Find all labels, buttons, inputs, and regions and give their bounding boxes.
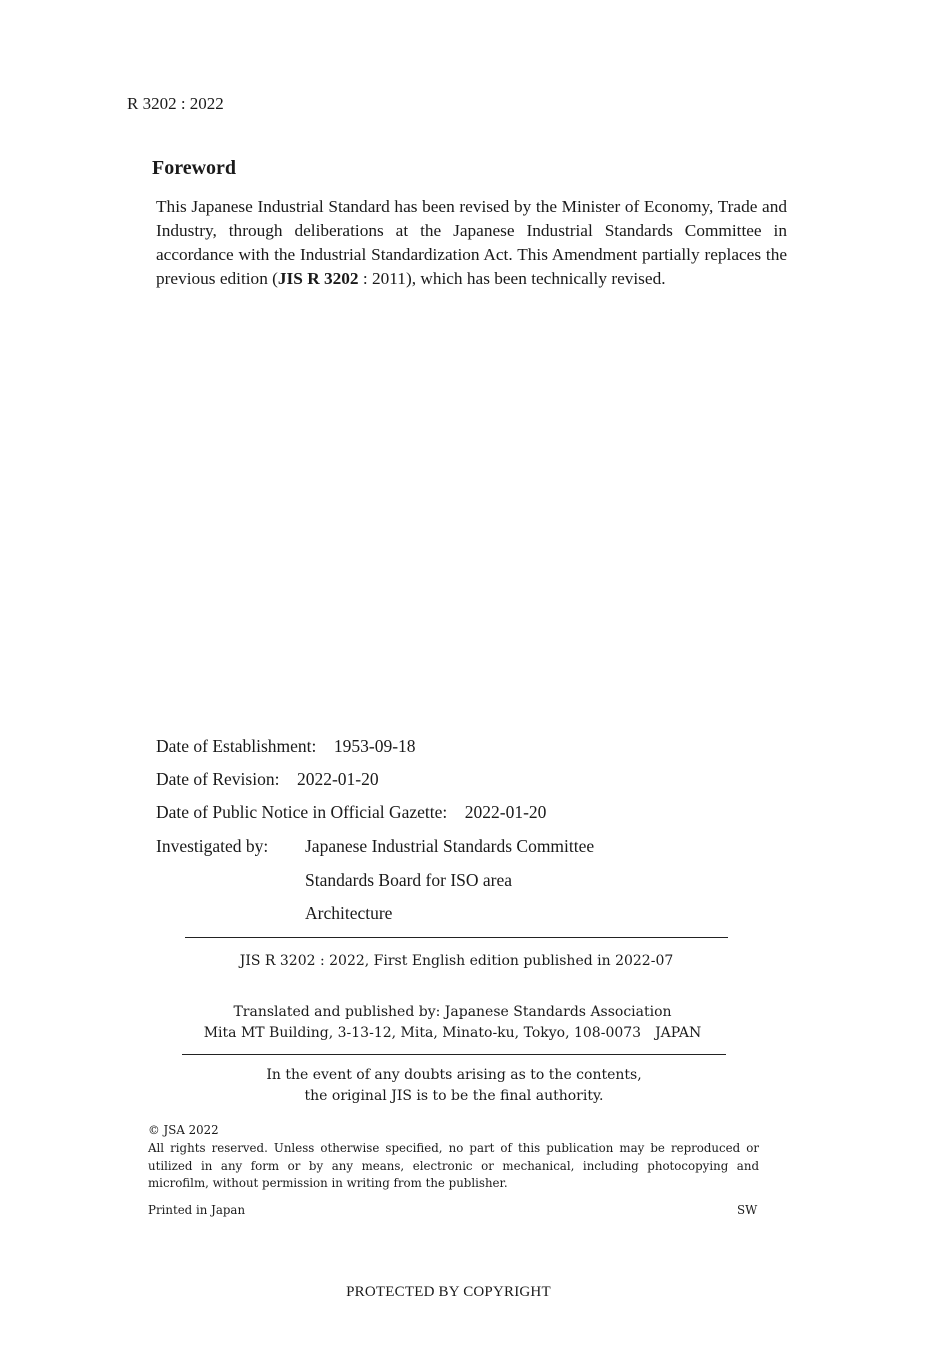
public-notice-date-label: Date of Public Notice in Official Gazette: [156,802,448,822]
foreword-standard-ref: JIS R 3202 [277,269,359,288]
investigator-line: Architecture [305,903,393,923]
printed-in: Printed in Japan [148,1203,246,1217]
revision-date-value: 2022-01-20 [296,769,379,789]
edition-statement: JIS R 3202 : 2022, First English edition published in 2022-07 [239,953,674,969]
investigator-line: Standards Board for ISO area [305,870,513,890]
divider [185,937,728,938]
public-notice-date-row [156,802,546,823]
authority-line: In the event of any doubts arising as to the contents, [266,1067,642,1083]
printer-code: SW [737,1203,758,1217]
investigator-line: Japanese Industrial Standards Committee [305,836,595,856]
foreword-text-end: : 2011), which has been technically revised. [358,269,666,288]
foreword-paragraph [156,195,787,291]
revision-date-label: Date of Revision: [156,769,280,789]
revision-date-row [156,769,379,790]
copyright-notice: © JSA 2022 [148,1123,219,1137]
publisher-address: Mita MT Building, 3-13-12, Mita, Minato-ku, Tokyo, 108-0073 JAPAN [203,1025,702,1041]
divider [182,1054,726,1055]
foreword-text-start: This Japanese Industrial Standard has been revised by the Minister of Economy, Trade and Industry, through deliberations at the Japanese Industrial Standards Committee in accordance with the Industrial Standardization Act. This Amendment partially replaces the previous edition ( [156,197,787,288]
protected-by-copyright-footer: PROTECTED BY COPYRIGHT [346,1284,551,1300]
authority-line: the original JIS is to be the final authority. [304,1088,604,1104]
establishment-date-row [156,736,416,757]
document-id: R 3202 : 2022 [127,94,224,113]
publisher-block [155,1002,750,1044]
publisher-line: Translated and published by: Japanese Standards Association [233,1004,672,1020]
rights-statement: All rights reserved. Unless otherwise specified, no part of this publication may be reproduced or utilized in any form or by any means, electronic or mechanical, including photocopying and microfilm, without permission in writing from the publisher. [148,1141,759,1190]
authority-notice [182,1065,726,1107]
public-notice-date-value: 2022-01-20 [464,802,547,822]
establishment-date-label: Date of Establishment: [156,736,317,756]
investigated-by-label: Investigated by: [156,836,269,856]
foreword-heading: Foreword [152,157,237,179]
establishment-date-value: 1953-09-18 [333,736,416,756]
